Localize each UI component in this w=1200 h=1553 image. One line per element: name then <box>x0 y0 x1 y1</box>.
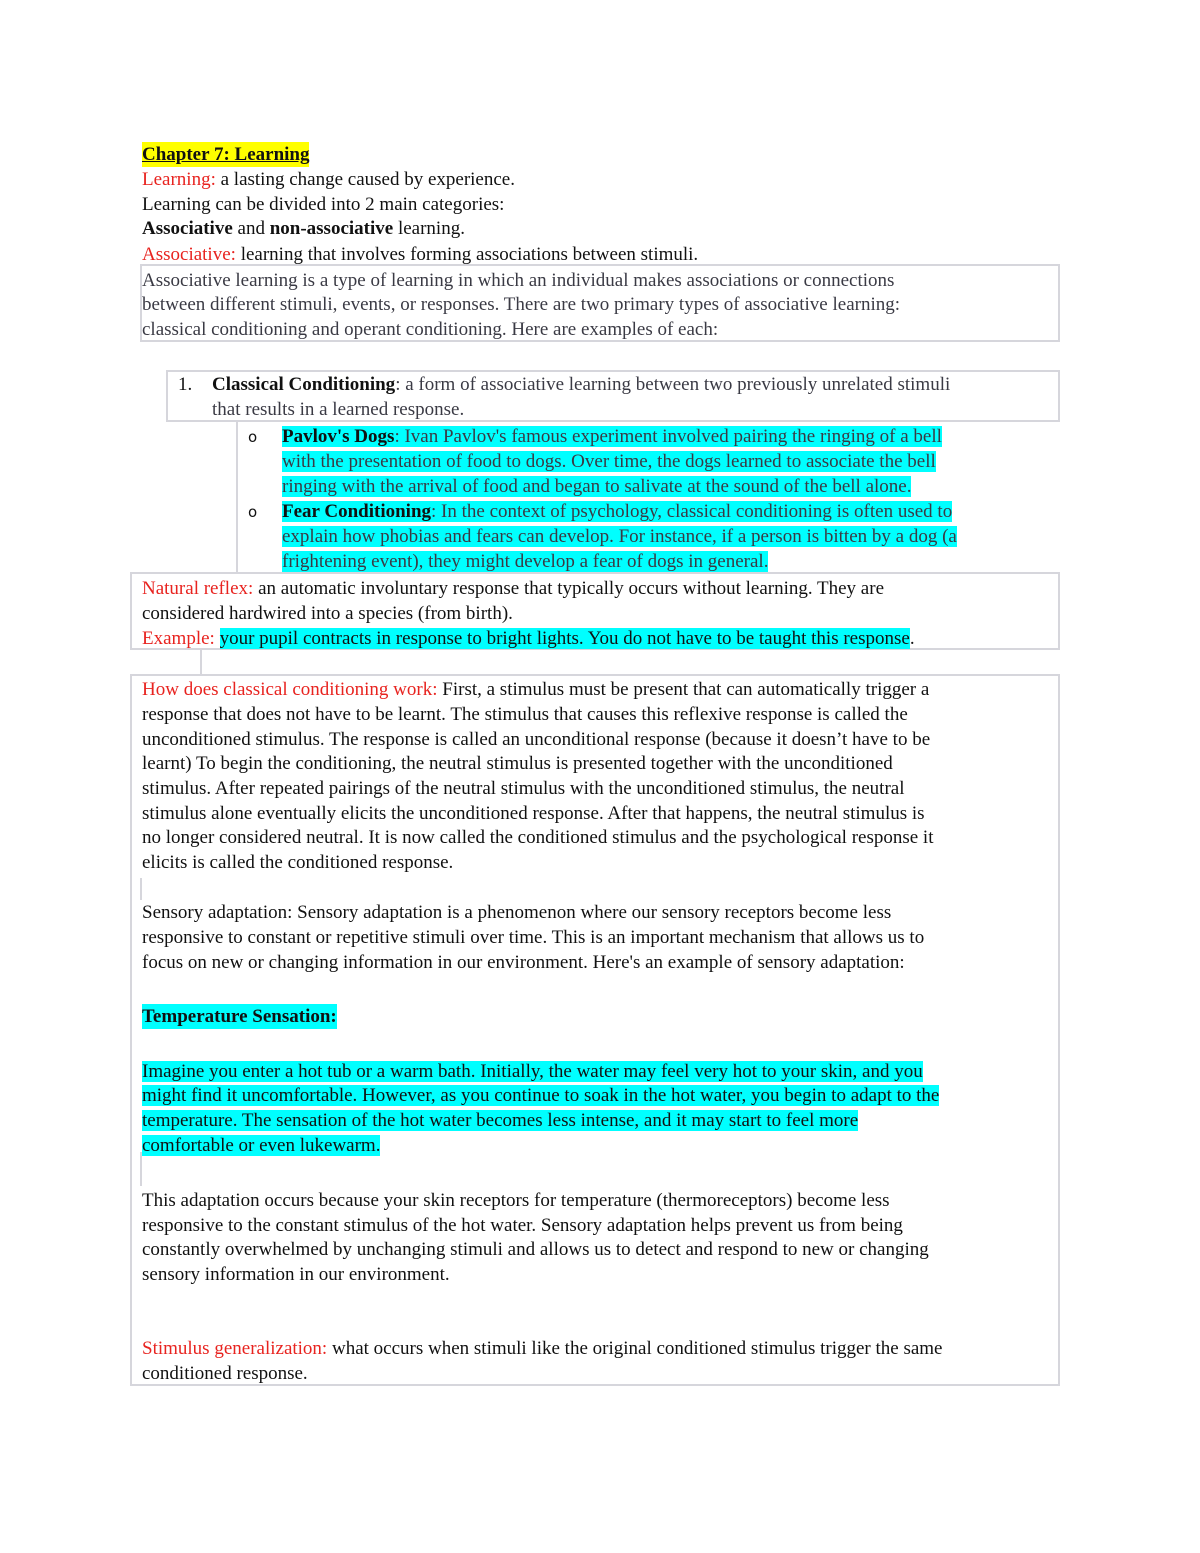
sensory-line-1: Sensory adaptation: Sensory adaptation is a phenomenon where our sensory receptors become less <box>142 902 892 923</box>
pavlov-line-3 <box>282 474 911 499</box>
temperature-heading: Temperature Sensation: <box>142 1006 337 1027</box>
reflex-term: Natural reflex: <box>142 578 254 599</box>
adapt-line-4: sensory information in our environment. <box>142 1264 450 1285</box>
generalization-tail: what occurs when stimuli like the original conditioned stimulus trigger the same <box>327 1338 943 1359</box>
reflex-line-1 <box>142 576 884 601</box>
sensory-line-2: responsive to constant or repetitive stimuli over time. This is an important mechanism that allows us to <box>142 927 925 948</box>
fear-term: Fear Conditioning <box>282 501 432 522</box>
classical-line-7: no longer considered neutral. It is now called the conditioned stimulus and the psychological response it <box>142 827 934 848</box>
assoc-box-line-3: classical conditioning and operant conditioning. Here are examples of each: <box>142 319 719 340</box>
reflex-line-2: considered hardwired into a species (from birth). <box>142 603 513 624</box>
temp-line-2 <box>142 1083 939 1108</box>
adapt-line-1: This adaptation occurs because your skin receptors for temperature (thermoreceptors) become less <box>142 1190 890 1211</box>
classical-line-6: stimulus alone eventually elicits the unconditioned response. After that happens, the neutral stimulus is <box>142 803 925 824</box>
classical-conditioning-term: Classical Conditioning <box>212 374 396 395</box>
learning-tail: learning. <box>393 218 465 239</box>
and-text: and <box>232 218 270 239</box>
pavlov-text-1: : Ivan Pavlov's famous experiment involved pairing the ringing of a bell <box>394 426 942 447</box>
classical-line-2: response that does not have to be learnt. The stimulus that causes this reflexive response is called the <box>142 704 908 725</box>
fear-text-2: explain how phobias and fears can develop. For instance, if a person is bitten by a dog (a <box>282 526 957 547</box>
bullets-left-border <box>236 422 238 572</box>
categories-names <box>142 216 465 241</box>
bullet-marker-fear: o <box>248 503 258 521</box>
classical-line1-tail: First, a stimulus must be present that can automatically trigger a <box>437 679 930 700</box>
classical-term: How does classical conditioning work: <box>142 679 438 700</box>
associative-term: Associative: <box>142 244 236 265</box>
non-associative-bold: non-associative <box>269 218 394 239</box>
associative-bold: Associative <box>142 218 233 239</box>
example-term: Example: <box>142 628 215 649</box>
classical-conditioning-def: : a form of associative learning between two previously unrelated stimuli <box>395 374 951 395</box>
associative-definition <box>142 242 698 267</box>
assoc-box-line-1: Associative learning is a type of learning in which an individual makes associations or connections <box>142 270 895 291</box>
bullet-marker-pavlov: o <box>248 428 258 446</box>
pavlov-line-1 <box>282 424 942 449</box>
classical-line-3: unconditioned stimulus. The response is called an unconditional response (because it doesn’t have to be <box>142 729 931 750</box>
categories-line: Learning can be divided into 2 main categories: <box>142 194 505 215</box>
pavlov-term: Pavlov's Dogs <box>282 426 395 447</box>
associative-def: learning that involves forming associations between stimuli. <box>235 244 699 265</box>
fear-text-3: frightening event), they might develop a fear of dogs in general. <box>282 551 769 572</box>
reflex-def-1: an automatic involuntary response that typically occurs without learning. They are <box>253 578 884 599</box>
list-number: 1. <box>178 374 193 395</box>
temp-text-3: temperature. The sensation of the hot water becomes less intense, and it may start to feel more <box>142 1110 859 1131</box>
learning-def: a lasting change caused by experience. <box>215 169 515 190</box>
classical-line-8: elicits is called the conditioned response. <box>142 852 454 873</box>
assoc-box-line-2: between different stimuli, events, or responses. There are two primary types of associative learning: <box>142 294 901 315</box>
inner-bar-1 <box>140 878 142 900</box>
temp-line-1 <box>142 1059 923 1084</box>
fear-line-3 <box>282 549 768 574</box>
temp-line-4 <box>142 1133 380 1158</box>
learning-term: Learning: <box>142 169 216 190</box>
temp-text-1: Imagine you enter a hot tub or a warm bath. Initially, the water may feel very hot to your skin, and you <box>142 1061 923 1082</box>
classical-line-1 <box>142 677 929 702</box>
adapt-line-3: constantly overwhelmed by unchanging stimuli and allows us to detect and respond to new or changing <box>142 1239 929 1260</box>
reflex-tail-bar <box>200 650 202 674</box>
generalization-line-1 <box>142 1336 942 1361</box>
learning-definition <box>142 167 515 192</box>
generalization-term: Stimulus generalization: <box>142 1338 328 1359</box>
pavlov-text-3: ringing with the arrival of food and began to salivate at the sound of the bell alone. <box>282 476 912 497</box>
classical-conditioning-line-1 <box>212 372 950 397</box>
temp-text-2: might find it uncomfortable. However, as you continue to soak in the hot water, you begin to adapt to the <box>142 1085 940 1106</box>
reflex-example <box>142 626 915 651</box>
temp-line-3 <box>142 1108 858 1133</box>
pavlov-text-2: with the presentation of food to dogs. Over time, the dogs learned to associate the bell <box>282 451 936 472</box>
example-end: . <box>909 628 915 649</box>
adapt-line-2: responsive to the constant stimulus of the hot water. Sensory adaptation helps prevent us from being <box>142 1215 903 1236</box>
pavlov-line-2 <box>282 449 936 474</box>
classical-conditioning-line-2: that results in a learned response. <box>212 399 465 420</box>
page-title: Chapter 7: Learning <box>142 144 310 165</box>
fear-line-2 <box>282 524 957 549</box>
sensory-line-3: focus on new or changing information in our environment. Here's an example of sensory adaptation: <box>142 952 905 973</box>
temp-text-4: comfortable or even lukewarm. <box>142 1135 381 1156</box>
classical-line-5: stimulus. After repeated pairings of the neutral stimulus with the unconditioned stimulus, the neutral <box>142 778 905 799</box>
fear-text-1: : In the context of psychology, classical conditioning is often used to <box>431 501 953 522</box>
generalization-line-2: conditioned response. <box>142 1363 308 1384</box>
fear-line-1 <box>282 499 952 524</box>
classical-line-4: learnt) To begin the conditioning, the neutral stimulus is presented together with the unconditioned <box>142 753 893 774</box>
example-text: your pupil contracts in response to bright lights. You do not have to be taught this response <box>219 628 910 649</box>
